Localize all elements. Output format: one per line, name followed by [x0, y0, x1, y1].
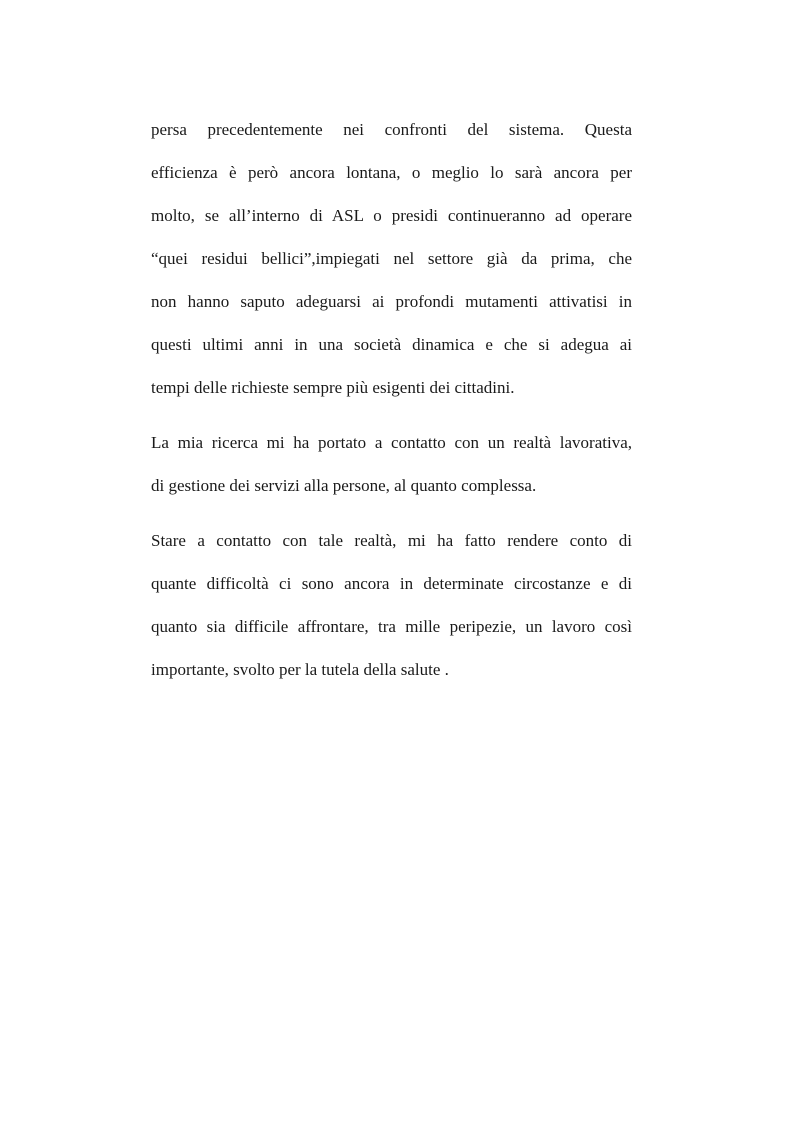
text-line: importante, svolto per la tutela della salute .: [151, 660, 449, 679]
paragraph-2: [151, 421, 632, 507]
text-line: di gestione dei servizi alla persone, al quanto complessa.: [151, 476, 537, 495]
text-line: efficienza è però ancora lontana, o meglio lo sarà ancora per: [151, 163, 632, 182]
text-line: tempi delle richieste sempre più esigenti dei cittadini.: [151, 378, 515, 397]
paragraph-gap: [151, 507, 632, 519]
text-line: quanto sia difficile affrontare, tra mille peripezie, un lavoro così: [151, 617, 632, 636]
paragraph-3: [151, 519, 632, 691]
text-line: non hanno saputo adeguarsi ai profondi mutamenti attivatisi in: [151, 292, 632, 311]
text-line: Stare a contatto con tale realtà, mi ha fatto rendere conto di: [151, 531, 632, 550]
text-line: persa precedentemente nei confronti del sistema. Questa: [151, 120, 632, 139]
text-line: “quei residui bellici”,impiegati nel settore già da prima, che: [151, 249, 632, 268]
text-line: quante difficoltà ci sono ancora in determinate circostanze e di: [151, 574, 632, 593]
body-text: [151, 108, 632, 691]
text-line: molto, se all’interno di ASL o presidi continueranno ad operare: [151, 206, 632, 225]
paragraph-1: [151, 108, 632, 409]
text-line: questi ultimi anni in una società dinamica e che si adegua ai: [151, 335, 632, 354]
text-line: La mia ricerca mi ha portato a contatto con un realtà lavorativa,: [151, 433, 632, 452]
paragraph-gap: [151, 409, 632, 421]
